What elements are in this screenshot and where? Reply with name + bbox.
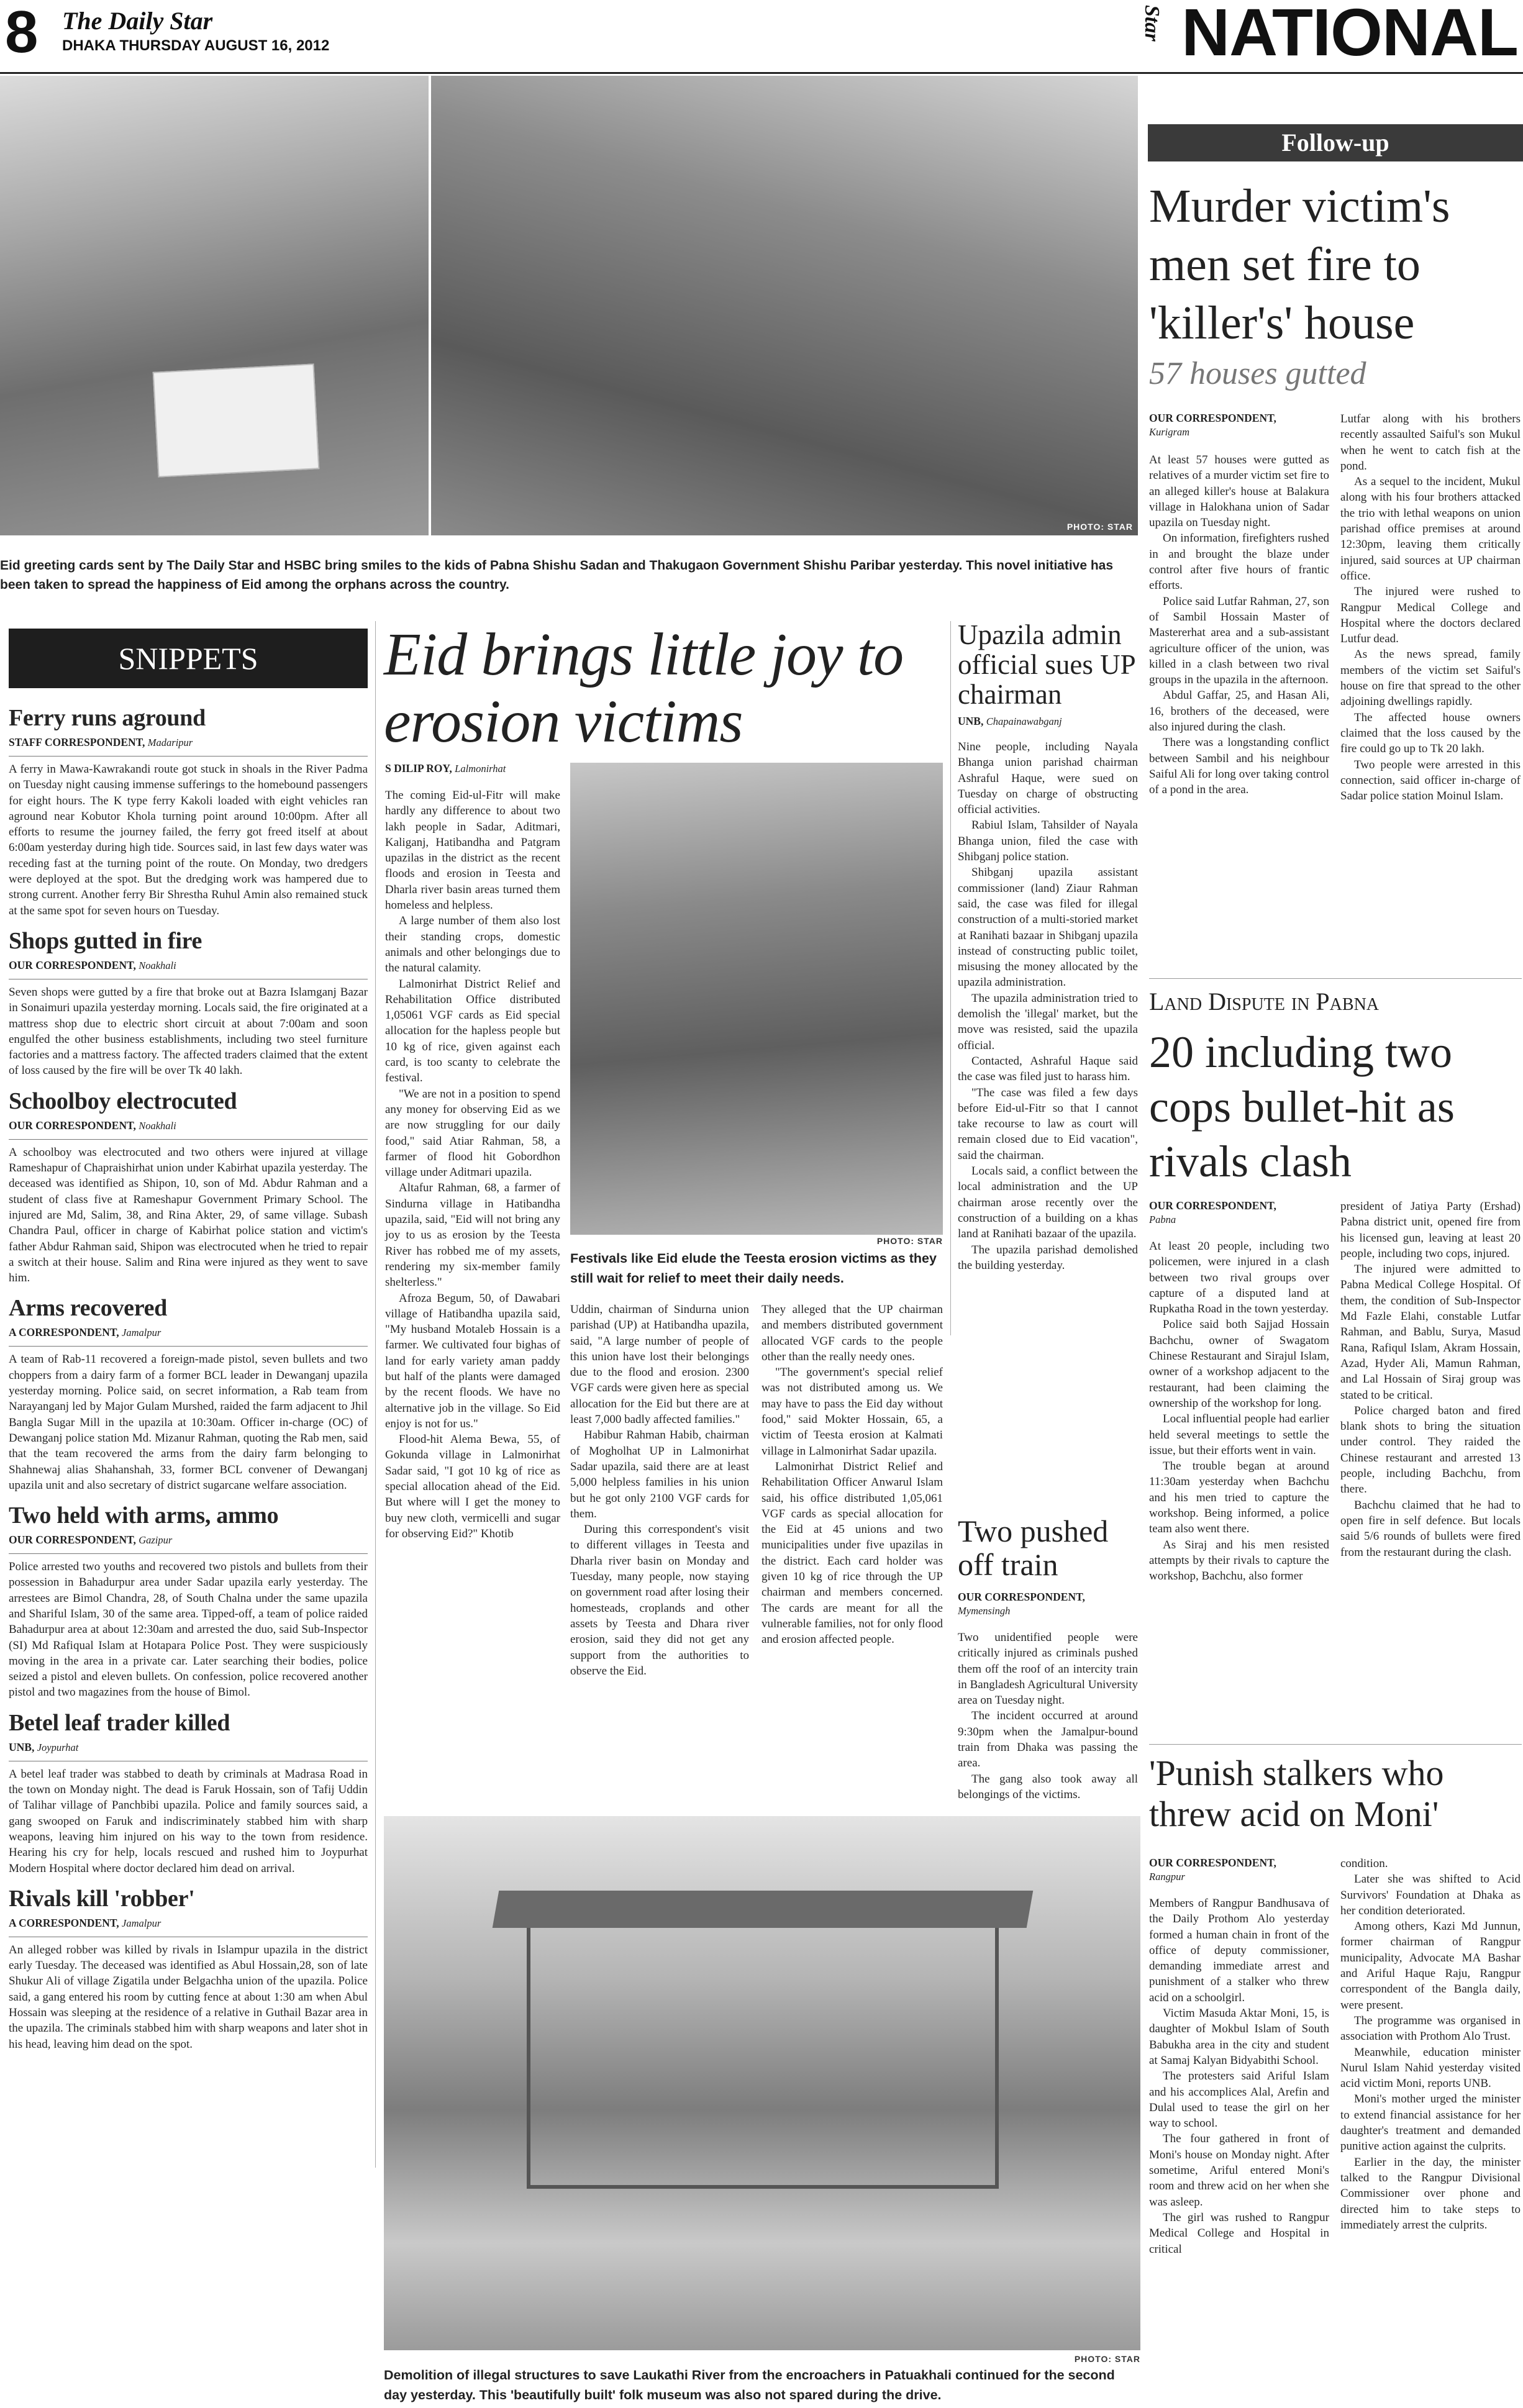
snippet-byline: A CORRESPONDENT, Jamalpur: [9, 1916, 161, 1929]
snippet-title: Ferry runs aground: [9, 705, 206, 731]
moni-col2: condition. Later she was shifted to Acid Survivors' Foundation at Dhaka as her condition deteriorated. Among others, Kazi Md Junnun, former chairman of Rangpur municipality, Advocate MA Bashar and Ariful Haque Raju, Rangpur correspondent of the Bangla daily, were present. The programme was organised in association with Prothom Alo Trust. Meanwhile, education minister Nurul Islam Nahid yesterday visited acid victim Moni, reports UNB. Moni's mother urged the minister to extend financial assistance for her daughter's treatment and demanded punitive action against the culprits. Earlier in the day, the minister talked to the Rangpur Divisional Commissioner over phone and directed him to take steps to immediately arrest the culprits.: [1340, 1857, 1521, 2232]
bottom-photo-credit: PHOTO: STAR: [1074, 2354, 1140, 2364]
snippet-byline: OUR CORRESPONDENT, Noakhali: [9, 1119, 176, 1132]
pabna-col1: At least 20 people, including two policemen, were injured in a clash between two rival groups over capture of a disputed land at Rupkatha Road in the town yesterday. Police said both Sajjad Hossain Bachchu, owner of Swagatom Chinese Restaurant and Sirajul Islam, owner of a workshop adjacent to the restaurant, had been claiming the ownership of the workshop for long. Local influential people had earlier held several meetings to settle the issue, but their efforts went in vain. The trouble began at around 11:30am yesterday when Bachchu and his men tried to capture the workshop. Being informed, a police team also went there. As Siraj and his men resisted attempts by their rivals to capture the workshop, Bachchu, also former: [1149, 1240, 1329, 1583]
follow-up-kicker: Follow-up: [1148, 124, 1523, 161]
eid-headline: Eid brings little joy to erosion victims: [384, 621, 904, 755]
murder-subhead: 57 houses gutted: [1149, 356, 1366, 391]
bottom-photo: [384, 1816, 1140, 2350]
snippets-header: SNIPPETS: [9, 629, 368, 688]
snippet-title: Rivals kill 'robber': [9, 1885, 195, 1912]
eid-photo-caption: Festivals like Eid elude the Teesta erosion victims as they still wait for relief to meet their daily needs.: [570, 1251, 937, 1286]
snippet-byline: A CORRESPONDENT, Jamalpur: [9, 1326, 161, 1339]
eid-byline: S DILIP ROY, Lalmonirhat: [385, 762, 506, 775]
eid-col3: They alleged that the UP chairman and members distributed government allocated VGF cards to the people other than the really needy ones. "The government's special relief was not distributed among us. We may have to pass the Eid day without food," said Mokter Hossain, 65, a victim of Teesta erosion at Kalmati village in Lalmonirhat Sadar upazila. Lalmonirhat District Relief and Rehabilitation Officer Anwarul Islam said, his office distributed 1,05,061 VGF cards as special allocation for the Eid at 45 unions and two municipalities under five upazilas in the district. Each card holder was given 10 kg of rice through the UP chairman and members concerned. The cards are meant for all the vulnerable families, not for only flood and erosion affected people.: [762, 1303, 943, 1647]
eid-col2: Uddin, chairman of Sindurna union parishad (UP) at Hatibandha upazila, said, "A large number of people of this union have lost their belongings due to the flood and erosion. 2300 VGF cards were given here as special allocation for the Eid but there are at least 7,000 badly affected families." Habibur Rahman Habib, chairman of Mogholhat UP in Lalmonirhat Sadar upazila, said there are at least 5,000 helpless families in his union but he got only 2100 VGF cards for them. During this correspondent's visit to different villages in Teesta and Dharla river basin on Monday and Tuesday, many people, now staying on government road after losing their homesteads, croplands and other assets by Teesta and Dhara river erosion, said they did not get any support from the authorities to observe the Eid.: [570, 1303, 749, 1678]
snippet-title: Schoolboy electrocuted: [9, 1088, 237, 1114]
snippet-ferry: [9, 704, 368, 919]
train-body: Two unidentified people were critically injured as criminals pushed them off the roof of an intercity train in Bangladesh Agricultural University area on Tuesday night. The incident occurred at around 9:30pm when the Jamalpur-bound train from Dhaka was passing the area. The gang also took away all belongings of the victims.: [958, 1631, 1138, 1801]
snippet-byline: STAFF CORRESPONDENT, Madaripur: [9, 736, 193, 748]
snippet-body: A ferry in Mawa-Kawrakandi route got stuck in shoals in the River Padma on Tuesday night causing immense sufferings to the homebound passengers for eight hours. The K type ferry Kakoli loaded with eight vehicles ran aground near Kobutor Khola turning point around 10:00pm. After all efforts to resume the journey failed, the ferry got freed itself at about 6:00am yesterday during high tide. Sources said, in last few days water was receding fast at the turning point of the route. On Monday, two dredgers were deployed at the spot. But the dredging work was hampered due to strong current. Another ferry Bir Shrestha Ruhul Amin also remained stuck at the same spot for seven hours on Tuesday.: [9, 763, 368, 917]
top-photo-right: [431, 76, 1138, 535]
snippet-body: A betel leaf trader was stabbed to death by criminals at Madrasa Road in the town on Monday night. The dead is Faruk Hossain, son of Tafij Uddin of Talihar village of Panchbibi upazila. Police and family sources said, a gang swooped on Faruk and indiscriminately stabbed him with sharp weapons, leaving him injured on his way to the town from residence. Hearing his cry for help, locals rescued and rushed him to Joypurhat Modern Hospital where doctor declared him dead on arrival.: [9, 1767, 368, 1875]
pabna-col2: president of Jatiya Party (Ershad) Pabna district unit, opened fire from his licensed gun, leaving at least 20 people, including two cops, injured. The injured were admitted to Pabna Medical College Hospital. Of them, the condition of Sub-Inspector Md Fazle Elahi, constable Lutfar Rahman, and Bablu, Surya, Masud Rana, Rafiqul Islam, Akram Hossain, Azad, Hyder Ali, Mamun Rahman, and Lal Hossain of Siraj group was stated to be critical. Police charged baton and fired blank shots to bring the situation under control. They raided the Chinese restaurant and arrested 13 people, including Bachchu, from there. Bachchu claimed that he had to open fire in self defence. But locals said 5/6 rounds of bullets were fired from the restaurant during the clash.: [1340, 1200, 1521, 1559]
pabna-byline: OUR CORRESPONDENT, Pabna: [1149, 1199, 1276, 1225]
masthead-rule: [0, 72, 1523, 74]
eid-photo-credit: PHOTO: STAR: [876, 1236, 943, 1246]
moni-byline: OUR CORRESPONDENT, Rangpur: [1149, 1856, 1276, 1883]
page-number: 8: [5, 0, 39, 65]
eid-photo: [570, 763, 943, 1235]
snippets-column: [9, 629, 368, 2052]
snippet-byline: OUR CORRESPONDENT, Gazipur: [9, 1533, 173, 1547]
upazila-headline: Upazila admin official sues UP chairman: [958, 619, 1135, 710]
section-rule: [1149, 978, 1522, 979]
snippet-body: A team of Rab-11 recovered a foreign-made pistol, seven bullets and two choppers from a dairy farm of a former BCL leader in Dewanganj upazila yesterday morning. Police said, on secret information, a Rab team from Narayanganj led by Major Gulam Murshed, raided the farm adjacent to Jhil Bangla Sugar Mill in the upazila at 10:30am. Officer in-charge (OC) of Dewanganj police station Md. Mizanur Rahman, quoting the Rab men, said that the team recovered the arms from the dairy farm belonging to Shahnewaj alias Shahanshah, 33, former BCL convener of Dewanganj upazila unit and also secretary of district sugarcane welfare association.: [9, 1353, 368, 1492]
snippet-body: Seven shops were gutted by a fire that broke out at Bazra Islamganj Bazar in Sonaimuri upazila yesterday morning. Locals said, the fire originated at a mattress shop due to electric short circuit at about 7:00am and soon engulfed the other business establishments, including two steel furniture factories and a mattress factory. The affected traders claimed that the extent of loss caused by the fire will be over Tk 40 lakh.: [9, 985, 368, 1078]
snippet-title: Betel leaf trader killed: [9, 1709, 230, 1736]
moni-col1: Members of Rangpur Bandhusava of the Daily Prothom Alo yesterday formed a human chain in front of the office of deputy commissioner, demanding immediate arrest and punishment of a stalker who threw acid on a schoolgirl. Victim Masuda Aktar Moni, 15, is daughter of Mokbul Islam of South Babukha area in the city and student at Samaj Kalyan Bidyabithi School. The protesters said Ariful Islam and his accomplices Alal, Arefin and Dulal used to tease the girl on her way to school. The four gathered in front of Moni's house on Monday night. After sometime, Ariful entered Moni's room and threw acid on her when she was asleep. The girl was rushed to Rangpur Medical College and Hospital in critical: [1149, 1897, 1329, 2256]
snippet-body: Police arrested two youths and recovered two pistols and bullets from their possession in Bahadurpur area under Sadar upazila early yesterday. The arrestees are Bimol Chandra, 28, of South Chalna under the same upazila and Shariful Islam, 30 of the same area. Tipped-off, a team of police raided Bahadurpur area at about 12:30am and arrested the duo, said Sub-Inspector (SI) Md Rafiqual Islam at Hotapara Police Post. They were suspiciously moving in the area in a private car. Later searching their bodies, police seized a pistol and eleven bullets. On confession, police recovered another pistol and two magazines from the house of Bimol.: [9, 1560, 368, 1699]
column-divider: [375, 621, 376, 2168]
train-byline: OUR CORRESPONDENT, Mymensingh: [958, 1591, 1085, 1617]
upazila-body: Nine people, including Nayala Bhanga union parishad chairman Ashraful Haque, were sued on Tuesday on charge of obstructing official activities. Rabiul Islam, Tahsilder of Nayala Bhanga union, filed the case with Shibganj police station. Shibganj upazila assistant commissioner (land) Ziaur Rahman said, the case was filed for illegal construction of a multi-storied market at Ranihati bazaar in Shibganj upazila instead of constructing public toilet, misusing the money allocated by the upazila administration. The upazila administration tried to demolish the 'illegal' market, but the move was resisted, said the upazila official. Contacted, Ashraful Haque said the case was filed just to harass him. "The case was filed a few days before Eid-ul-Fitr so that I cannot take recourse to law as court will remain closed due to Eid vacation", said the chairman. Locals said, a conflict between the local administration and the UP chairman arose recently over the construction of a building on a khas land at Ranihati bazaar of the upazila. The upazila parishad demolished the building yesterday.: [958, 740, 1138, 1272]
column-divider: [950, 621, 951, 1335]
museum-roof: [493, 1891, 1034, 1928]
snippet-shops-fire: [9, 927, 368, 1079]
murder-col2: Lutfar along with his brothers recently assaulted Saiful's son Mukul when he went to catch fish at the pond. As a sequel to the incident, Mukul along with his four brothers attacked the trio with lethal weapons on union parishad office premises at around 12:30pm, leaving them critically injured, said sources at UP chairman office. The injured were rushed to Rangpur Medical College and Hospital where the doctors declared Lutfur dead. As the news spread, family members of the victim set Saiful's house on fire that spread to the other adjoining dwellings rapidly. The affected house owners claimed that the loss caused by the fire could go up to Tk 20 lakh. Two people were arrested in this connection, said officer in-charge of Sadar police station Moinul Islam.: [1340, 412, 1521, 803]
top-photo-credit: PHOTO: STAR: [1066, 522, 1133, 532]
murder-col1: At least 57 houses were gutted as relatives of a murder victim set fire to an alleged killer's house at Balakura village in Halokhana union of Sadar upazila on Tuesday night. On information, firefighters rushed in and brought the blaze under control after five hours of frantic efforts. Police said Lutfar Rahman, 27, son of Sambil Hossain Master of Mastererhat area and a sub-assistant agriculture officer of the union, was killed in a clash between two rival groups in the upazila in the afternoon. Abdul Gaffar, 25, and Hasan Ali, 16, brothers of the deceased, were also injured during the clash. There was a longstanding conflict between Sambil and his neighbour Saiful Ali for long over taking control of a pond in the area.: [1149, 453, 1329, 797]
snippet-body: An alleged robber was killed by rivals in Islampur upazila in the district early Tuesday. The deceased was identified as Abul Hossain,28, son of late Shukur Ali of village Zigatila under Belgachha union of the upazila. Police said, a gang entered his room by cutting fence at about 1:30 am when Abul Hossain was sleeping at the residence of a relative in Guthail Bazar area in the upazila. The criminals stabbed him with sharp weapons and later shot in his head, leaving him dead on the spot.: [9, 1943, 368, 2051]
section-rule: [1149, 1744, 1522, 1745]
top-photo-caption: Eid greeting cards sent by The Daily Star and HSBC bring smiles to the kids of Pabna Shishu Sadan and Thakugaon Government Shishu Paribar yesterday. This novel initiative has been taken to spread the happiness of Eid among the orphans across the country.: [0, 558, 1114, 592]
pabna-headline: 20 including two cops bullet-hit as rivals clash: [1149, 1027, 1455, 1186]
dateline: DHAKA THURSDAY AUGUST 16, 2012: [62, 37, 330, 54]
train-headline: Two pushed off train: [958, 1514, 1109, 1582]
star-logo: Star: [1140, 5, 1163, 42]
museum-frame: [527, 1928, 999, 2189]
moni-headline: 'Punish stalkers who threw acid on Moni': [1149, 1753, 1444, 1834]
snippet-schoolboy: [9, 1088, 368, 1286]
snippet-title: Two held with arms, ammo: [9, 1502, 279, 1529]
bottom-photo-caption: Demolition of illegal structures to save Laukathi River from the encroachers in Patuakhali continued for the second day yesterday. This 'beautifully built' folk museum was also not spared during the drive.: [384, 2368, 1115, 2402]
snippet-byline: OUR CORRESPONDENT, Noakhali: [9, 958, 176, 971]
top-photo-left: [0, 76, 429, 535]
masthead: [0, 0, 1523, 71]
greeting-card: [153, 363, 320, 477]
snippet-betel-leaf: [9, 1709, 368, 1876]
murder-headline: Murder victim's men set fire to 'killer's' house: [1149, 180, 1450, 349]
paper-name: The Daily Star: [62, 7, 213, 35]
snippet-two-held: [9, 1502, 368, 1701]
snippet-title: Arms recovered: [9, 1295, 168, 1322]
section-name: NATIONAL: [1181, 0, 1518, 70]
murder-byline: OUR CORRESPONDENT, Kurigram: [1149, 412, 1276, 438]
upazila-byline: UNB, Chapainawabganj: [958, 715, 1062, 727]
snippet-body: A schoolboy was electrocuted and two others were injured at village Rameshapur of Chapraishirhat union under Kabirhat upazila yesterday. The deceased was identified as Shipon, 10, son of Md. Abdur Rahman and a student of class five at Rameshapur Government Primary School. The injured are Md, Salim, 38, and Rina Akter, 29, of same village. Subash Chandra Paul, officer in charge of Kabirhat police station and victim's father Abdur Rahman said, Shipon was electrocuted when he tried to repair a switch at their house. Salim and Rina were injured as they went to save him.: [9, 1145, 368, 1285]
snippet-byline: UNB, Joypurhat: [9, 1740, 79, 1753]
snippet-arms: [9, 1294, 368, 1493]
pabna-kicker: Land Dispute in Pabna: [1149, 988, 1380, 1015]
eid-col1: The coming Eid-ul-Fitr will make hardly any difference to about two lakh people in Sadar, Aditmari, Kaliganj, Hatibandha and Patgram upazilas in the district as the recent floods and erosion in Teesta and Dharla river basin areas turned them homeless and helpless. A large number of them also lost their standing crops, domestic animals and other belongings due to the natural calamity. Lalmonirhat District Relief and Rehabilitation Office distributed 1,05061 VGF cards as Eid special allocation for the hapless people but 10 kg of rice, given against each card, is too scanty to celebrate the festival. "We are not in a position to spend any money for observing Eid as we are now struggling for our daily food," said Atiar Rahman, 58, a farmer of flood hit Gobordhon village under Aditmari upazila. Altafur Rahman, 68, a farmer of Sindurna village in Hatibandha upazila, said, "Eid will not bring any joy to us as erosion by the Teesta River has robbed me of my assets, rendering my six-member family shelterless." Afroza Begum, 50, of Dawabari village of Hatibandha upazila said, "My husband Motaleb Hossain is a farmer. We cultivated four bighas of land for early variety aman paddy but half of the plants were damaged by the recent floods. We have no alternative job in the village. So Eid enjoy is not for us." Flood-hit Alema Bewa, 55, of Gokunda village in Lalmonirhat Sadar said, "I got 10 kg of rice as special allocation ahead of the Eid. But where will I get the money to buy new cloth, vermicelli and sugar for observing Eid?" Khotib: [385, 789, 560, 1540]
snippet-rivals-kill: [9, 1885, 368, 2052]
snippet-title: Shops gutted in fire: [9, 927, 202, 954]
